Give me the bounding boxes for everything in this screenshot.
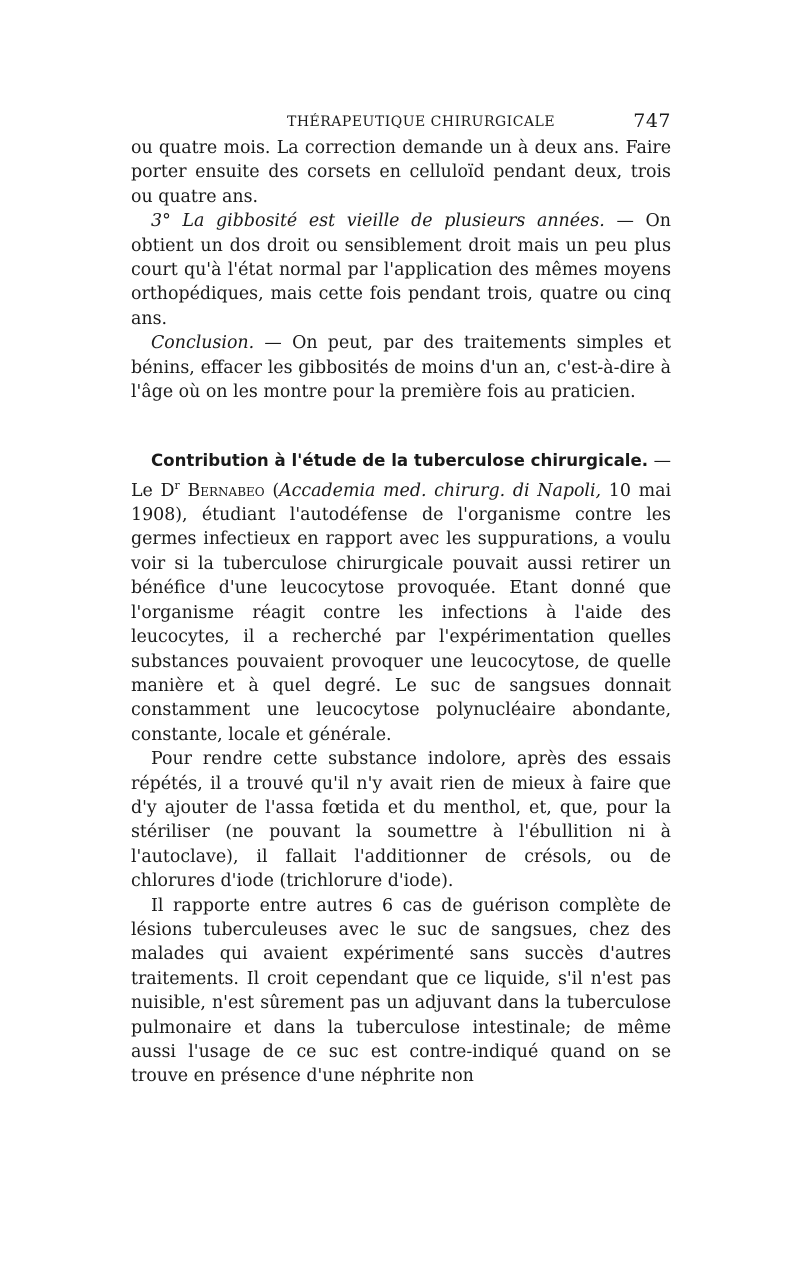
paragraph-label: 3° La gibbosité est vieille de plusieurs années. (151, 211, 605, 232)
conclusion-text: — On peut, par des traitements simples et bénins, effacer les gibbosités de moins d'un an, c'est-à-dire à l'âge où on les montre pour la première fois au praticien. (131, 333, 671, 403)
book-page (131, 110, 671, 1089)
citation-journal: Accademia med. chirurg. di Napoli, (279, 480, 602, 501)
article-body-text: étudiant l'autodéfense de l'organisme contre les germes infectieux en rapport avec les suppurations, a voulu voir si la tuberculose chirurgicale pouvait aussi retirer un bénéfice d'une leucocytose provoquée. Etant donné que l'organisme réagit contre les infections à l'aide des leucocytes, il a recherché par l'expérimentation quelles substances pouvaient provoquer une leucocytose, de quelle manière et à quel degré. Le suc de sangsues donnait constamment une leucocytose polynucléaire abondante, constante, locale et générale. (131, 505, 671, 745)
running-head-title: THÉRAPEUTIQUE CHIRURGICALE (287, 114, 556, 130)
article-paragraph-2: Pour rendre cette substance indolore, après des essais répétés, il a trouvé qu'il n'y avait rien de mieux à faire que d'y ajouter de l'assa fœtida et du menthol, et, que, pour la stériliser (ne pouvant la soumettre à l'ébullition ni à l'autoclave), il fallait l'additionner de crésols, ou de chlorures d'iode (trichlorure d'iode). (131, 749, 671, 892)
citation-open: ( (264, 480, 280, 501)
dr-superscript: r (174, 478, 180, 492)
section-gap (131, 404, 671, 449)
paragraph-continuation: ou quatre mois. La correction demande un à deux ans. Faire porter ensuite des corsets en celluloïd pendant deux, trois ou quatre ans. (131, 138, 671, 207)
page-number: 747 (633, 110, 671, 132)
citation-rest: 10 mai 1908), (131, 480, 672, 526)
running-head (131, 110, 671, 136)
article-heading: Contribution à l'étude de la tuberculose chirurgicale. (151, 451, 649, 471)
intro-dash: — Le D (131, 451, 672, 501)
paragraph-text: — On obtient un dos droit ou sensiblement droit mais un peu plus court qu'à l'état normal par l'application des mêmes moyens orthopédiques, mais cette fois pendant trois, quatre ou cinq ans. (131, 211, 671, 329)
paragraph-gibbosity-old (131, 209, 671, 331)
conclusion-label: Conclusion. (151, 333, 255, 354)
article-first-paragraph (131, 449, 671, 747)
article-paragraph-3: Il rapporte entre autres 6 cas de guérison complète de lésions tuberculeuses avec le suc de sangsues, chez des malades qui avaient expérimenté sans succès d'autres traitements. Il croit cependant que ce liquide, s'il n'est pas nuisible, n'est sûrement pas un adjuvant dans la tuberculose pulmonaire et dans la tuberculose intestinale; de même aussi l'usage de ce suc est contre-indiqué quand on se trouve en présence d'une néphrite non (131, 895, 671, 1087)
author-name: Bernabeo (187, 480, 265, 501)
paragraph-conclusion (131, 331, 671, 404)
